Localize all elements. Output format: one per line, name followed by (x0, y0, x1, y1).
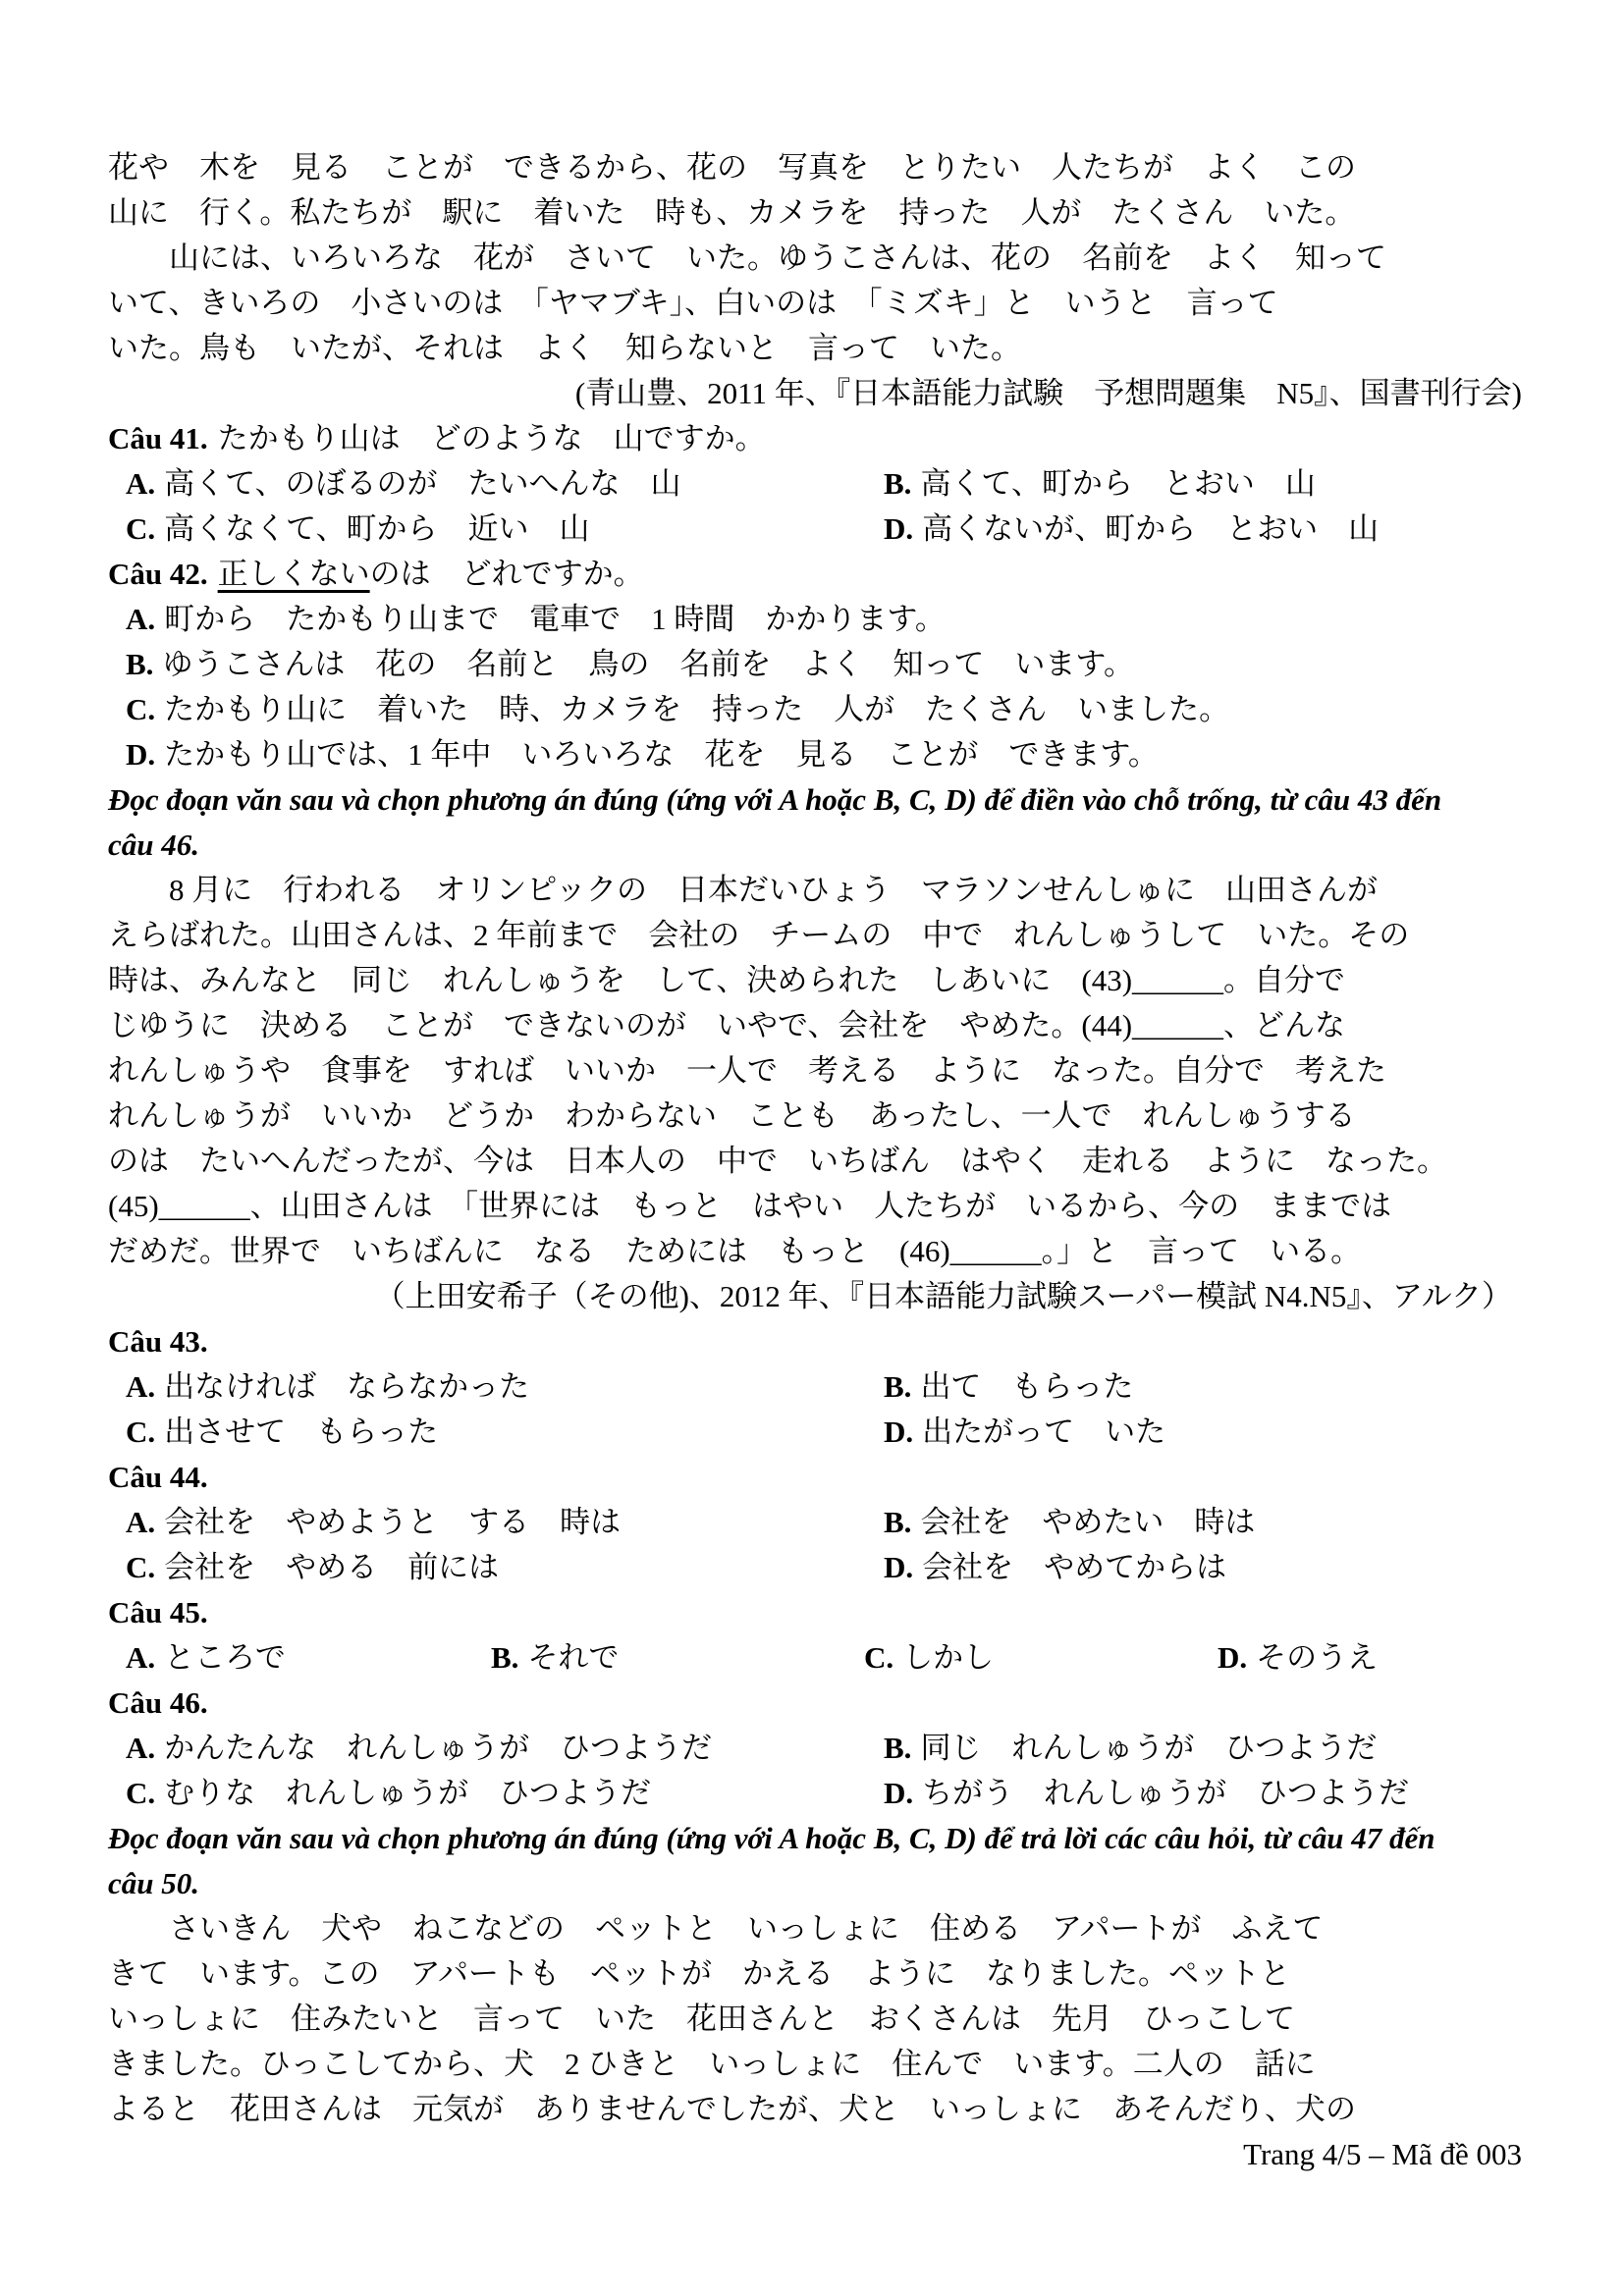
option-a-label: A. (126, 1640, 156, 1675)
question-44-heading (108, 1455, 1522, 1500)
question-43-option-c (126, 1410, 884, 1455)
question-42-heading (108, 552, 1522, 597)
option-d-label: D. (126, 737, 156, 772)
passage-2-line: 8 月に 行われる オリンピックの 日本だいひょう マラソンせんしゅに 山田さんが (108, 873, 1379, 907)
option-c-label: C. (126, 511, 156, 546)
question-46-heading (108, 1681, 1522, 1726)
option-c-label: C. (126, 1415, 156, 1449)
question-46-option-b (884, 1726, 1522, 1771)
question-42 (108, 552, 1522, 777)
option-c-label: C. (864, 1640, 894, 1675)
option-c-text: たかもり山に 着いた 時、カメラを 持った 人が たくさん いました。 (164, 692, 1230, 726)
question-41-option-b (884, 461, 1522, 507)
option-b-text: 同じ れんしゅうが ひつようだ (920, 1731, 1378, 1765)
question-42-option-c (126, 687, 1522, 732)
option-b-label: B. (884, 1369, 912, 1404)
option-c-text: 出させて もらった (164, 1415, 439, 1449)
question-42-option-a (126, 597, 1522, 642)
passage-1-line: 山には、いろいろな 花が さいて いた。ゆうこさんは、花の 名前を よく 知って (108, 240, 1386, 275)
question-46 (108, 1681, 1522, 1816)
instruction-line: câu 46. (108, 828, 199, 862)
option-b-text: ゆうこさんは 花の 名前と 鳥の 名前を よく 知って います。 (162, 647, 1134, 681)
question-41-option-c (126, 507, 884, 552)
passage-2-line: (45)______、山田さんは 「世界には もっと はやい 人たちが いるから、今の ままでは (108, 1189, 1392, 1223)
passage-3-line: いっしょに 住みたいと 言って いた 花田さんと おくさんは 先月 ひっこして (108, 2002, 1295, 2036)
question-43-option-b (884, 1364, 1522, 1410)
question-44-option-b (884, 1500, 1522, 1545)
passage-1-line: いた。鳥も いたが、それは よく 知らないと 言って いた。 (108, 331, 1021, 365)
option-b-text: 出て もらった (920, 1369, 1134, 1404)
question-44-label: Câu 44. (108, 1460, 208, 1494)
source-citation-2: （上田安希子（その他)、2012 年、『日本語能力試験スーパー模試 N4.N5』、アルク） (374, 1279, 1512, 1313)
passage-1-line: 山に 行く。私たちが 駅に 着いた 時も、カメラを 持った 人が たくさん いた。 (108, 195, 1356, 230)
option-a-text: ところで (164, 1640, 286, 1675)
instruction-43-46 (108, 777, 1522, 868)
option-c-text: 高くなくて、町から 近い 山 (164, 511, 590, 546)
question-43-option-a (126, 1364, 884, 1410)
question-45-option-d (1218, 1635, 1522, 1681)
question-46-options (108, 1726, 1522, 1816)
question-44 (108, 1455, 1522, 1590)
question-45-option-c (864, 1635, 1218, 1681)
option-a-label: A. (126, 1505, 156, 1539)
question-42-options (108, 597, 1522, 777)
question-43-label: Câu 43. (108, 1324, 208, 1359)
option-b-label: B. (884, 1731, 912, 1765)
option-c-label: C. (126, 1776, 156, 1810)
instruction-line: câu 50. (108, 1866, 199, 1900)
option-b-text: 会社を やめたい 時は (920, 1505, 1256, 1539)
option-b-label: B. (126, 647, 154, 681)
question-44-option-d (884, 1545, 1522, 1590)
question-41-option-d (884, 507, 1522, 552)
question-43 (108, 1319, 1522, 1455)
question-41-label: Câu 41. (108, 421, 208, 455)
question-46-label: Câu 46. (108, 1685, 208, 1720)
reading-passage-1 (108, 145, 1522, 371)
question-41-option-a (126, 461, 884, 507)
question-42-underlined-text: 正しくない (217, 557, 370, 591)
question-42-label: Câu 42. (108, 557, 208, 591)
passage-2-line: れんしゅうが いいか どうか わからない ことも あったし、一人で れんしゅうする (108, 1098, 1356, 1133)
passage-2-line: れんしゅうや 食事を すれば いいか 一人で 考える ように なった。自分で 考えた (108, 1053, 1386, 1088)
question-45-option-b (491, 1635, 864, 1681)
question-41-text: たかもり山は どのような 山ですか。 (217, 421, 766, 455)
reading-passage-2 (108, 868, 1522, 1274)
reading-passage-3 (108, 1906, 1522, 2132)
question-44-option-a (126, 1500, 884, 1545)
passage-2-line: のは たいへんだったが、今は 日本人の 中で いちばん はやく 走れる ように なった。 (108, 1144, 1447, 1178)
passage-3-line: さいきん 犬や ねこなどの ペットと いっしょに 住める アパートが ふえて (108, 1911, 1324, 1946)
option-d-label: D. (1218, 1640, 1248, 1675)
option-b-label: B. (884, 466, 912, 501)
question-43-options (108, 1364, 1522, 1455)
passage-1-line: いて、きいろの 小さいのは 「ヤマブキ」、白いのは 「ミズキ」と いうと 言って (108, 286, 1278, 320)
question-45 (108, 1590, 1522, 1681)
option-a-label: A. (126, 466, 156, 501)
question-46-option-d (884, 1771, 1522, 1816)
instruction-line: Đọc đoạn văn sau và chọn phương án đúng (ứng với A hoặc B, C, D) để trả lời các câu hỏi, từ câu 47 đến (108, 1821, 1435, 1855)
option-b-label: B. (884, 1505, 912, 1539)
passage-2-line: えらばれた。山田さんは、2 年前まで 会社の チームの 中で れんしゅうして いた。その (108, 918, 1410, 952)
option-a-text: 出なければ ならなかった (164, 1369, 530, 1404)
option-d-text: ちがう れんしゅうが ひつようだ (922, 1776, 1410, 1810)
question-42-option-d (126, 732, 1522, 777)
option-c-text: しかし (902, 1640, 995, 1675)
passage-1-line: 花や 木を 見る ことが できるから、花の 写真を とりたい 人たちが よく この (108, 150, 1356, 185)
passage-2-line: じゆうに 決める ことが できないのが いやで、会社を やめた。(44)______、どんな (108, 1008, 1346, 1042)
question-45-option-a (126, 1635, 491, 1681)
passage-3-line: よると 花田さんは 元気が ありませんでしたが、犬と いっしょに あそんだり、犬の (108, 2092, 1356, 2126)
option-a-text: かんたんな れんしゅうが ひつようだ (164, 1731, 713, 1765)
question-46-option-c (126, 1771, 884, 1816)
passage-3-line: きて います。この アパートも ペットが かえる ように なりました。ペットと (108, 1956, 1291, 1991)
page-footer: Trang 4/5 – Mã đề 003 (1243, 2137, 1522, 2171)
option-d-text: 高くないが、町から とおい 山 (922, 511, 1380, 546)
question-41-options (108, 461, 1522, 552)
question-43-heading (108, 1319, 1522, 1364)
option-d-label: D. (884, 1550, 914, 1584)
passage-3-line: きました。ひっこしてから、犬 2 ひきと いっしょに 住んで います。二人の 話に (108, 2047, 1316, 2081)
question-41-heading (108, 416, 1522, 461)
question-42-option-b (126, 642, 1522, 687)
question-46-option-a (126, 1726, 884, 1771)
instruction-line: Đọc đoạn văn sau và chọn phương án đúng (ứng với A hoặc B, C, D) để điền vào chỗ trống, từ câu 43 đến (108, 782, 1442, 817)
option-d-text: 出たがって いた (922, 1415, 1166, 1449)
option-a-label: A. (126, 1369, 156, 1404)
option-d-text: 会社を やめてからは (922, 1550, 1227, 1584)
option-c-label: C. (126, 692, 156, 726)
question-42-text: のは どれですか。 (369, 557, 644, 591)
passage-2-line: 時は、みんなと 同じ れんしゅうを して、決められた しあいに (43)______。自分で (108, 963, 1346, 997)
option-d-label: D. (884, 1415, 914, 1449)
option-c-text: むりな れんしゅうが ひつようだ (164, 1776, 652, 1810)
question-41 (108, 416, 1522, 552)
option-d-label: D. (884, 1776, 914, 1810)
question-43-option-d (884, 1410, 1522, 1455)
question-44-option-c (126, 1545, 884, 1590)
option-a-label: A. (126, 1731, 156, 1765)
instruction-47-50 (108, 1816, 1522, 1906)
option-a-text: 高くて、のぼるのが たいへんな 山 (164, 466, 681, 501)
option-a-text: 町から たかもり山まで 電車で 1 時間 かかります。 (164, 602, 946, 636)
option-b-label: B. (491, 1640, 519, 1675)
option-b-text: 高くて、町から とおい 山 (920, 466, 1316, 501)
option-a-text: 会社を やめようと する 時は (164, 1505, 622, 1539)
question-44-options (108, 1500, 1522, 1590)
passage-2-line: だめだ。世界で いちばんに なる ためには もっと (46)______。」と 言って いる。 (108, 1234, 1362, 1268)
option-b-text: それで (527, 1640, 620, 1675)
question-45-label: Câu 45. (108, 1595, 208, 1629)
source-citation-1: (青山豊、2011 年、『日本語能力試験 予想問題集 N5』、国書刊行会) (574, 376, 1522, 410)
option-c-text: 会社を やめる 前には (164, 1550, 500, 1584)
question-45-heading (108, 1590, 1522, 1635)
option-c-label: C. (126, 1550, 156, 1584)
option-d-label: D. (884, 511, 914, 546)
option-d-text: そのうえ (1256, 1640, 1379, 1675)
option-d-text: たかもり山では、1 年中 いろいろな 花を 見る ことが できます。 (164, 737, 1159, 772)
question-45-options (108, 1635, 1522, 1681)
option-a-label: A. (126, 602, 156, 636)
